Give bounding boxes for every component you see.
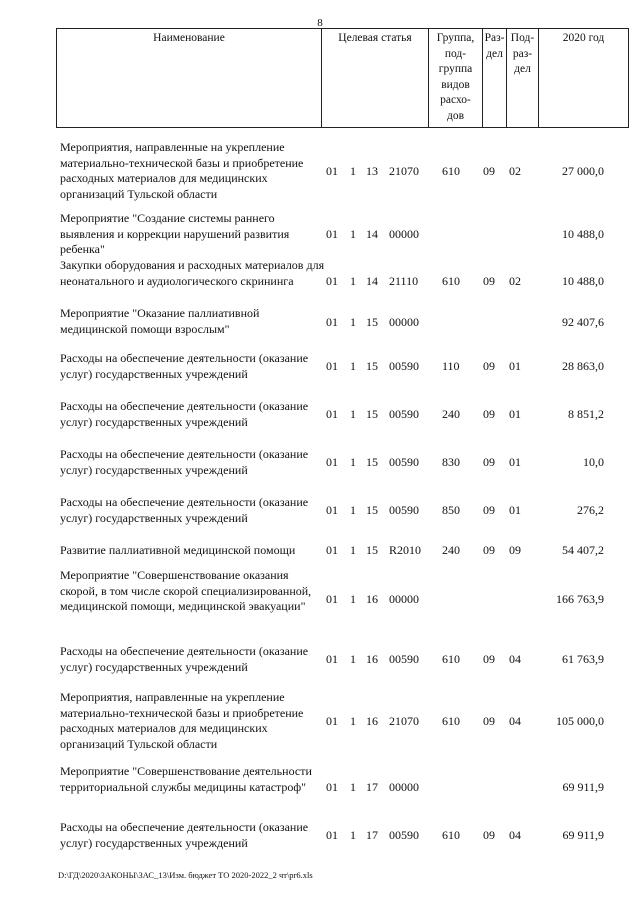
row-name: Мероприятие "Создание системы раннего выявления и коррекции нарушений развития ребенка": [60, 211, 290, 257]
row-program: 01: [326, 315, 338, 329]
row-subsection: 02: [509, 164, 521, 178]
row-direction: 00000: [389, 227, 419, 241]
row-subsection: 09: [509, 543, 521, 557]
row-section: 09: [483, 359, 495, 373]
row-section: 09: [483, 543, 495, 557]
row-name: Расходы на обеспечение деятельности (оказание услуг) государственных учреждений: [60, 820, 309, 850]
row-event: 13: [366, 164, 378, 178]
row-amount: 27 000,0: [562, 164, 604, 178]
row-group: 110: [442, 359, 460, 373]
row-program: 01: [326, 714, 338, 728]
row-subprogram: 1: [350, 274, 356, 288]
row-name: Мероприятия, направленные на укрепление материально-технической базы и приобретение расходных материалов для медицинских организаций Тульской области: [60, 690, 304, 751]
header-target: Целевая статья: [322, 29, 429, 128]
row-direction: 00590: [389, 652, 419, 666]
file-path-footer: D:\ГД\2020\ЗАКОНЫ\ЗАС_13\Изм. бюджет ТО 2020-2022_2 чт\pr6.xls: [58, 870, 313, 880]
row-group: 610: [442, 714, 460, 728]
row-section: 09: [483, 828, 495, 842]
row-direction: 00590: [389, 359, 419, 373]
row-section: 09: [483, 714, 495, 728]
row-amount: 28 863,0: [562, 359, 604, 373]
row-program: 01: [326, 780, 338, 794]
row-subprogram: 1: [350, 780, 356, 794]
row-section: 09: [483, 164, 495, 178]
row-subprogram: 1: [350, 407, 356, 421]
row-amount: 10,0: [583, 455, 604, 469]
row-program: 01: [326, 274, 338, 288]
row-subprogram: 1: [350, 315, 356, 329]
row-event: 16: [366, 714, 378, 728]
row-event: 14: [366, 274, 378, 288]
row-amount: 8 851,2: [568, 407, 604, 421]
row-subsection: 04: [509, 652, 521, 666]
row-amount: 166 763,9: [556, 592, 604, 606]
row-name: Закупки оборудования и расходных материалов для неонатального и аудиологического скрининга: [60, 258, 325, 288]
row-name: Развитие паллиативной медицинской помощи: [60, 543, 296, 557]
row-program: 01: [326, 828, 338, 842]
row-group: 830: [442, 455, 460, 469]
row-name: Мероприятия, направленные на укрепление материально-технической базы и приобретение расходных материалов для медицинских организаций Тульской области: [60, 140, 304, 201]
row-amount: 69 911,9: [562, 780, 604, 794]
row-program: 01: [326, 503, 338, 517]
row-amount: 54 407,2: [562, 543, 604, 557]
row-subsection: 04: [509, 714, 521, 728]
row-name: Мероприятие "Совершенствование оказания скорой, в том числе скорой специализированной, медицинской помощи, медицинской эвакуации": [60, 568, 312, 614]
row-direction: 21070: [389, 714, 419, 728]
row-event: 15: [366, 503, 378, 517]
row-section: 09: [483, 407, 495, 421]
row-event: 14: [366, 227, 378, 241]
row-name: Расходы на обеспечение деятельности (оказание услуг) государственных учреждений: [60, 399, 309, 429]
row-subprogram: 1: [350, 543, 356, 557]
row-group: 240: [442, 407, 460, 421]
row-amount: 105 000,0: [556, 714, 604, 728]
row-name: Расходы на обеспечение деятельности (оказание услуг) государственных учреждений: [60, 644, 309, 674]
row-group: 610: [442, 164, 460, 178]
row-subsection: 01: [509, 359, 521, 373]
row-subprogram: 1: [350, 455, 356, 469]
row-program: 01: [326, 652, 338, 666]
row-subprogram: 1: [350, 592, 356, 606]
row-event: 16: [366, 592, 378, 606]
row-program: 01: [326, 359, 338, 373]
row-subprogram: 1: [350, 503, 356, 517]
row-program: 01: [326, 407, 338, 421]
row-subprogram: 1: [350, 714, 356, 728]
row-amount: 10 488,0: [562, 274, 604, 288]
row-subprogram: 1: [350, 359, 356, 373]
row-amount: 69 911,9: [562, 828, 604, 842]
page-number: 8: [317, 17, 323, 29]
row-name: Расходы на обеспечение деятельности (оказание услуг) государственных учреждений: [60, 351, 309, 381]
row-direction: 21070: [389, 164, 419, 178]
header-section: Раз- дел: [483, 29, 507, 128]
row-name: Мероприятие "Совершенствование деятельности территориальной службы медицины катастроф": [60, 764, 312, 794]
row-amount: 61 763,9: [562, 652, 604, 666]
header-group: Группа, под- группа видов расхо- дов: [429, 29, 483, 128]
row-event: 16: [366, 652, 378, 666]
row-direction: 00590: [389, 407, 419, 421]
row-event: 15: [366, 455, 378, 469]
row-section: 09: [483, 503, 495, 517]
row-program: 01: [326, 592, 338, 606]
row-event: 15: [366, 359, 378, 373]
row-subsection: 01: [509, 503, 521, 517]
header-subsection: Под- раз- дел: [507, 29, 539, 128]
row-direction: R2010: [389, 543, 422, 557]
row-name: Расходы на обеспечение деятельности (оказание услуг) государственных учреждений: [60, 495, 309, 525]
row-program: 01: [326, 164, 338, 178]
row-amount: 92 407,6: [562, 315, 604, 329]
row-name: Мероприятие "Оказание паллиативной медицинской помощи взрослым": [60, 306, 260, 336]
row-event: 15: [366, 407, 378, 421]
row-direction: 00590: [389, 455, 419, 469]
row-section: 09: [483, 455, 495, 469]
row-program: 01: [326, 227, 338, 241]
row-group: 240: [442, 543, 460, 557]
row-event: 17: [366, 828, 378, 842]
row-direction: 00590: [389, 828, 419, 842]
row-amount: 276,2: [577, 503, 604, 517]
row-event: 15: [366, 543, 378, 557]
row-section: 09: [483, 652, 495, 666]
row-group: 610: [442, 274, 460, 288]
row-amount: 10 488,0: [562, 227, 604, 241]
row-subprogram: 1: [350, 652, 356, 666]
row-subprogram: 1: [350, 828, 356, 842]
row-subsection: 04: [509, 828, 521, 842]
row-event: 15: [366, 315, 378, 329]
row-group: 850: [442, 503, 460, 517]
row-section: 09: [483, 274, 495, 288]
row-direction: 00000: [389, 780, 419, 794]
row-program: 01: [326, 543, 338, 557]
row-name: Расходы на обеспечение деятельности (оказание услуг) государственных учреждений: [60, 447, 309, 477]
row-subsection: 01: [509, 455, 521, 469]
row-event: 17: [366, 780, 378, 794]
header-year: 2020 год: [539, 29, 629, 128]
row-subprogram: 1: [350, 227, 356, 241]
row-subprogram: 1: [350, 164, 356, 178]
row-program: 01: [326, 455, 338, 469]
row-subsection: 02: [509, 274, 521, 288]
header-name: Наименование: [57, 29, 322, 128]
row-direction: 21110: [389, 274, 419, 288]
row-subsection: 01: [509, 407, 521, 421]
row-direction: 00000: [389, 315, 419, 329]
row-group: 610: [442, 652, 460, 666]
row-direction: 00000: [389, 592, 419, 606]
row-group: 610: [442, 828, 460, 842]
row-direction: 00590: [389, 503, 419, 517]
